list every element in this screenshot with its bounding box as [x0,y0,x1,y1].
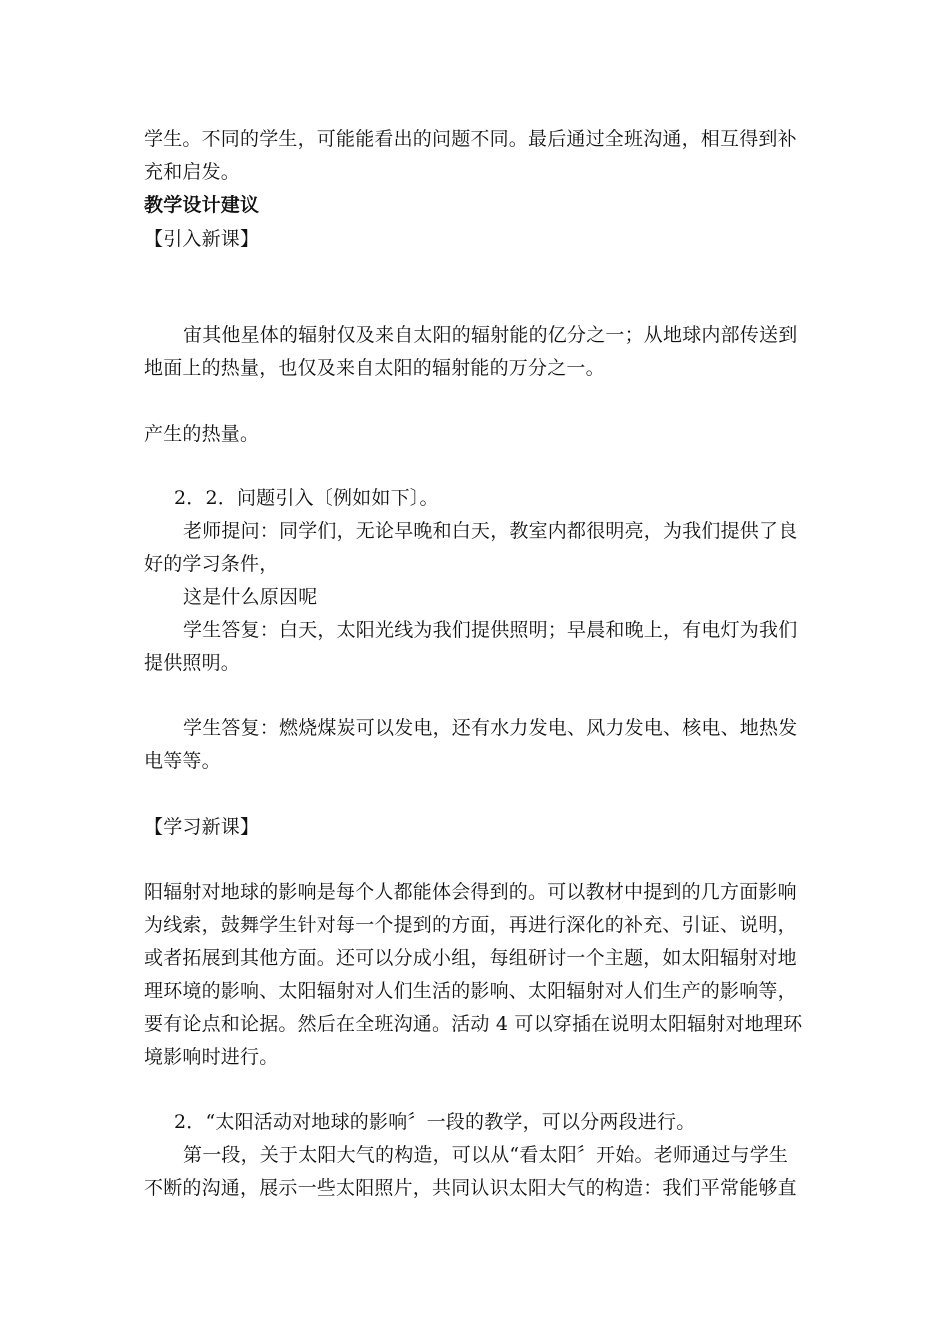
text-line: 第一段，关于太阳大气的构造，可以从“看太阳〞开始。老师通过与学生 [183,1144,789,1166]
text-line: 学生答复：燃烧煤炭可以发电，还有水力发电、风力发电、核电、地热发 [183,717,798,739]
text-line: 老师提问：同学们，无论早晚和白天，教室内都很明亮，为我们提供了良 [183,520,798,542]
text-line: 为线索，鼓舞学生针对每一个提到的方面，再进行深化的补充、引证、说明， [144,914,797,936]
text-line: 2．2．问题引入〔例如如下〕。 [174,487,439,509]
text-line: 地面上的热量，也仅及来自太阳的辐射能的万分之一。 [144,357,605,379]
text-line: 宙其他星体的辐射仅及来自太阳的辐射能的亿分之一；从地球内部传送到 [183,324,798,346]
text-line: 好的学习条件， [144,553,279,575]
text-line: 充和启发。 [144,161,241,183]
text-line: 2．“太阳活动对地球的影响〞一段的教学，可以分两段进行。 [174,1111,696,1133]
text-line: 境影响时进行。 [144,1046,279,1068]
subsection-heading: 【学习新课】 [144,816,260,838]
text-line: 这是什么原因呢 [183,586,318,608]
text-line: 产生的热量。 [144,423,260,445]
section-heading: 教学设计建议 [144,194,260,216]
text-line: 要有论点和论据。然后在全班沟通。活动 4 可以穿插在说明太阳辐射对地理环 [144,1013,803,1035]
text-line: 不断的沟通，展示一些太阳照片，共同认识太阳大气的构造：我们平常能够直 [144,1177,797,1199]
subsection-heading: 【引入新课】 [144,228,260,250]
text-line: 提供照明。 [144,652,241,674]
text-line: 或者拓展到其他方面。还可以分成小组，每组研讨一个主题，如太阳辐射对地 [144,947,797,969]
text-line: 学生。不同的学生，可能能看出的问题不同。最后通过全班沟通，相互得到补 [144,128,797,150]
text-line: 学生答复：白天，太阳光线为我们提供照明；早晨和晚上，有电灯为我们 [183,619,798,641]
text-line: 电等等。 [144,750,221,772]
text-line: 理环境的影响、太阳辐射对人们生活的影响、太阳辐射对人们生产的影响等， [144,980,797,1002]
text-line: 阳辐射对地球的影响是每个人都能体会得到的。可以教材中提到的几方面影响 [144,881,797,903]
